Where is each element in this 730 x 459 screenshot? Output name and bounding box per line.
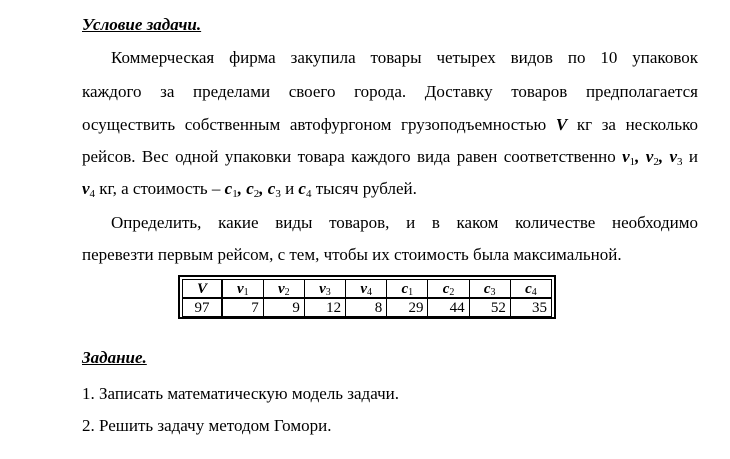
table-cell: 8 xyxy=(346,298,387,317)
table-cell: 44 xyxy=(428,298,469,317)
table-cell: 7 xyxy=(222,298,263,317)
condition-line-5-kg: кг, а стоимость – xyxy=(99,179,221,198)
task-item-2: 2. Решить задачу методом Гомори. xyxy=(82,416,332,435)
table-header-row xyxy=(183,280,552,299)
condition-line-2: каждого за пределами своего города. Доставку товаров предполагается xyxy=(82,82,698,101)
condition-line-3-tail: кг за несколько xyxy=(576,115,699,134)
cost-variables: $c_1$, $c_2$, $c_3$ xyxy=(224,179,281,200)
table-cell: 9 xyxy=(263,298,304,317)
condition-line-4-text: рейсов. Вес одной упаковки товара каждого вида равен соответственно xyxy=(82,147,616,166)
table-header-cell: $v_3$ xyxy=(304,280,345,299)
table-cell: 29 xyxy=(387,298,428,317)
condition-line-1: Коммерческая фирма закупила товары четырех видов по 10 упаковок xyxy=(111,48,698,67)
table-header-cell: $c_1$ xyxy=(387,280,428,299)
table-cell: 12 xyxy=(304,298,345,317)
table-header-cell: V xyxy=(183,280,223,299)
weight-variable-4: $v_4$ xyxy=(82,179,96,200)
table-header-cell: $c_4$ xyxy=(510,280,551,299)
table-header-cell: $c_3$ xyxy=(469,280,510,299)
question-line-2: перевезти первым рейсом, с тем, чтобы их стоимость была максимальной. xyxy=(82,245,622,264)
question-line-1: Определить, какие виды товаров, и в каком количестве необходимо xyxy=(111,213,698,232)
condition-line-5 xyxy=(82,178,698,200)
task-item-1: 1. Записать математическую модель задачи. xyxy=(82,384,399,403)
table-cell: 52 xyxy=(469,298,510,317)
table-header-cell: $v_4$ xyxy=(346,280,387,299)
cost-variable-4: $c_4$ xyxy=(298,179,312,200)
table-row xyxy=(183,298,552,317)
table-header-cell: $c_2$ xyxy=(428,280,469,299)
table-cell: 35 xyxy=(510,298,551,317)
condition-line-3 xyxy=(82,114,698,136)
condition-line-5-tail: тысяч рублей. xyxy=(315,179,417,198)
table-cell: 97 xyxy=(183,298,223,317)
condition-heading: Условие задачи. xyxy=(82,15,202,34)
weight-variables: $v_1$, $v_2$, $v_3$ xyxy=(622,147,683,168)
table-header-cell: $v_2$ xyxy=(263,280,304,299)
condition-line-4 xyxy=(82,146,698,168)
condition-line-4-and: и xyxy=(688,147,699,166)
capacity-variable: V xyxy=(555,115,568,134)
table-header-cell: $v_1$ xyxy=(222,280,263,299)
condition-line-5-and: и xyxy=(285,179,295,198)
condition-line-3-text: осуществить собственным автофургоном грузоподъемностью xyxy=(82,115,547,134)
task-heading: Задание. xyxy=(82,348,147,367)
data-table xyxy=(178,275,556,319)
